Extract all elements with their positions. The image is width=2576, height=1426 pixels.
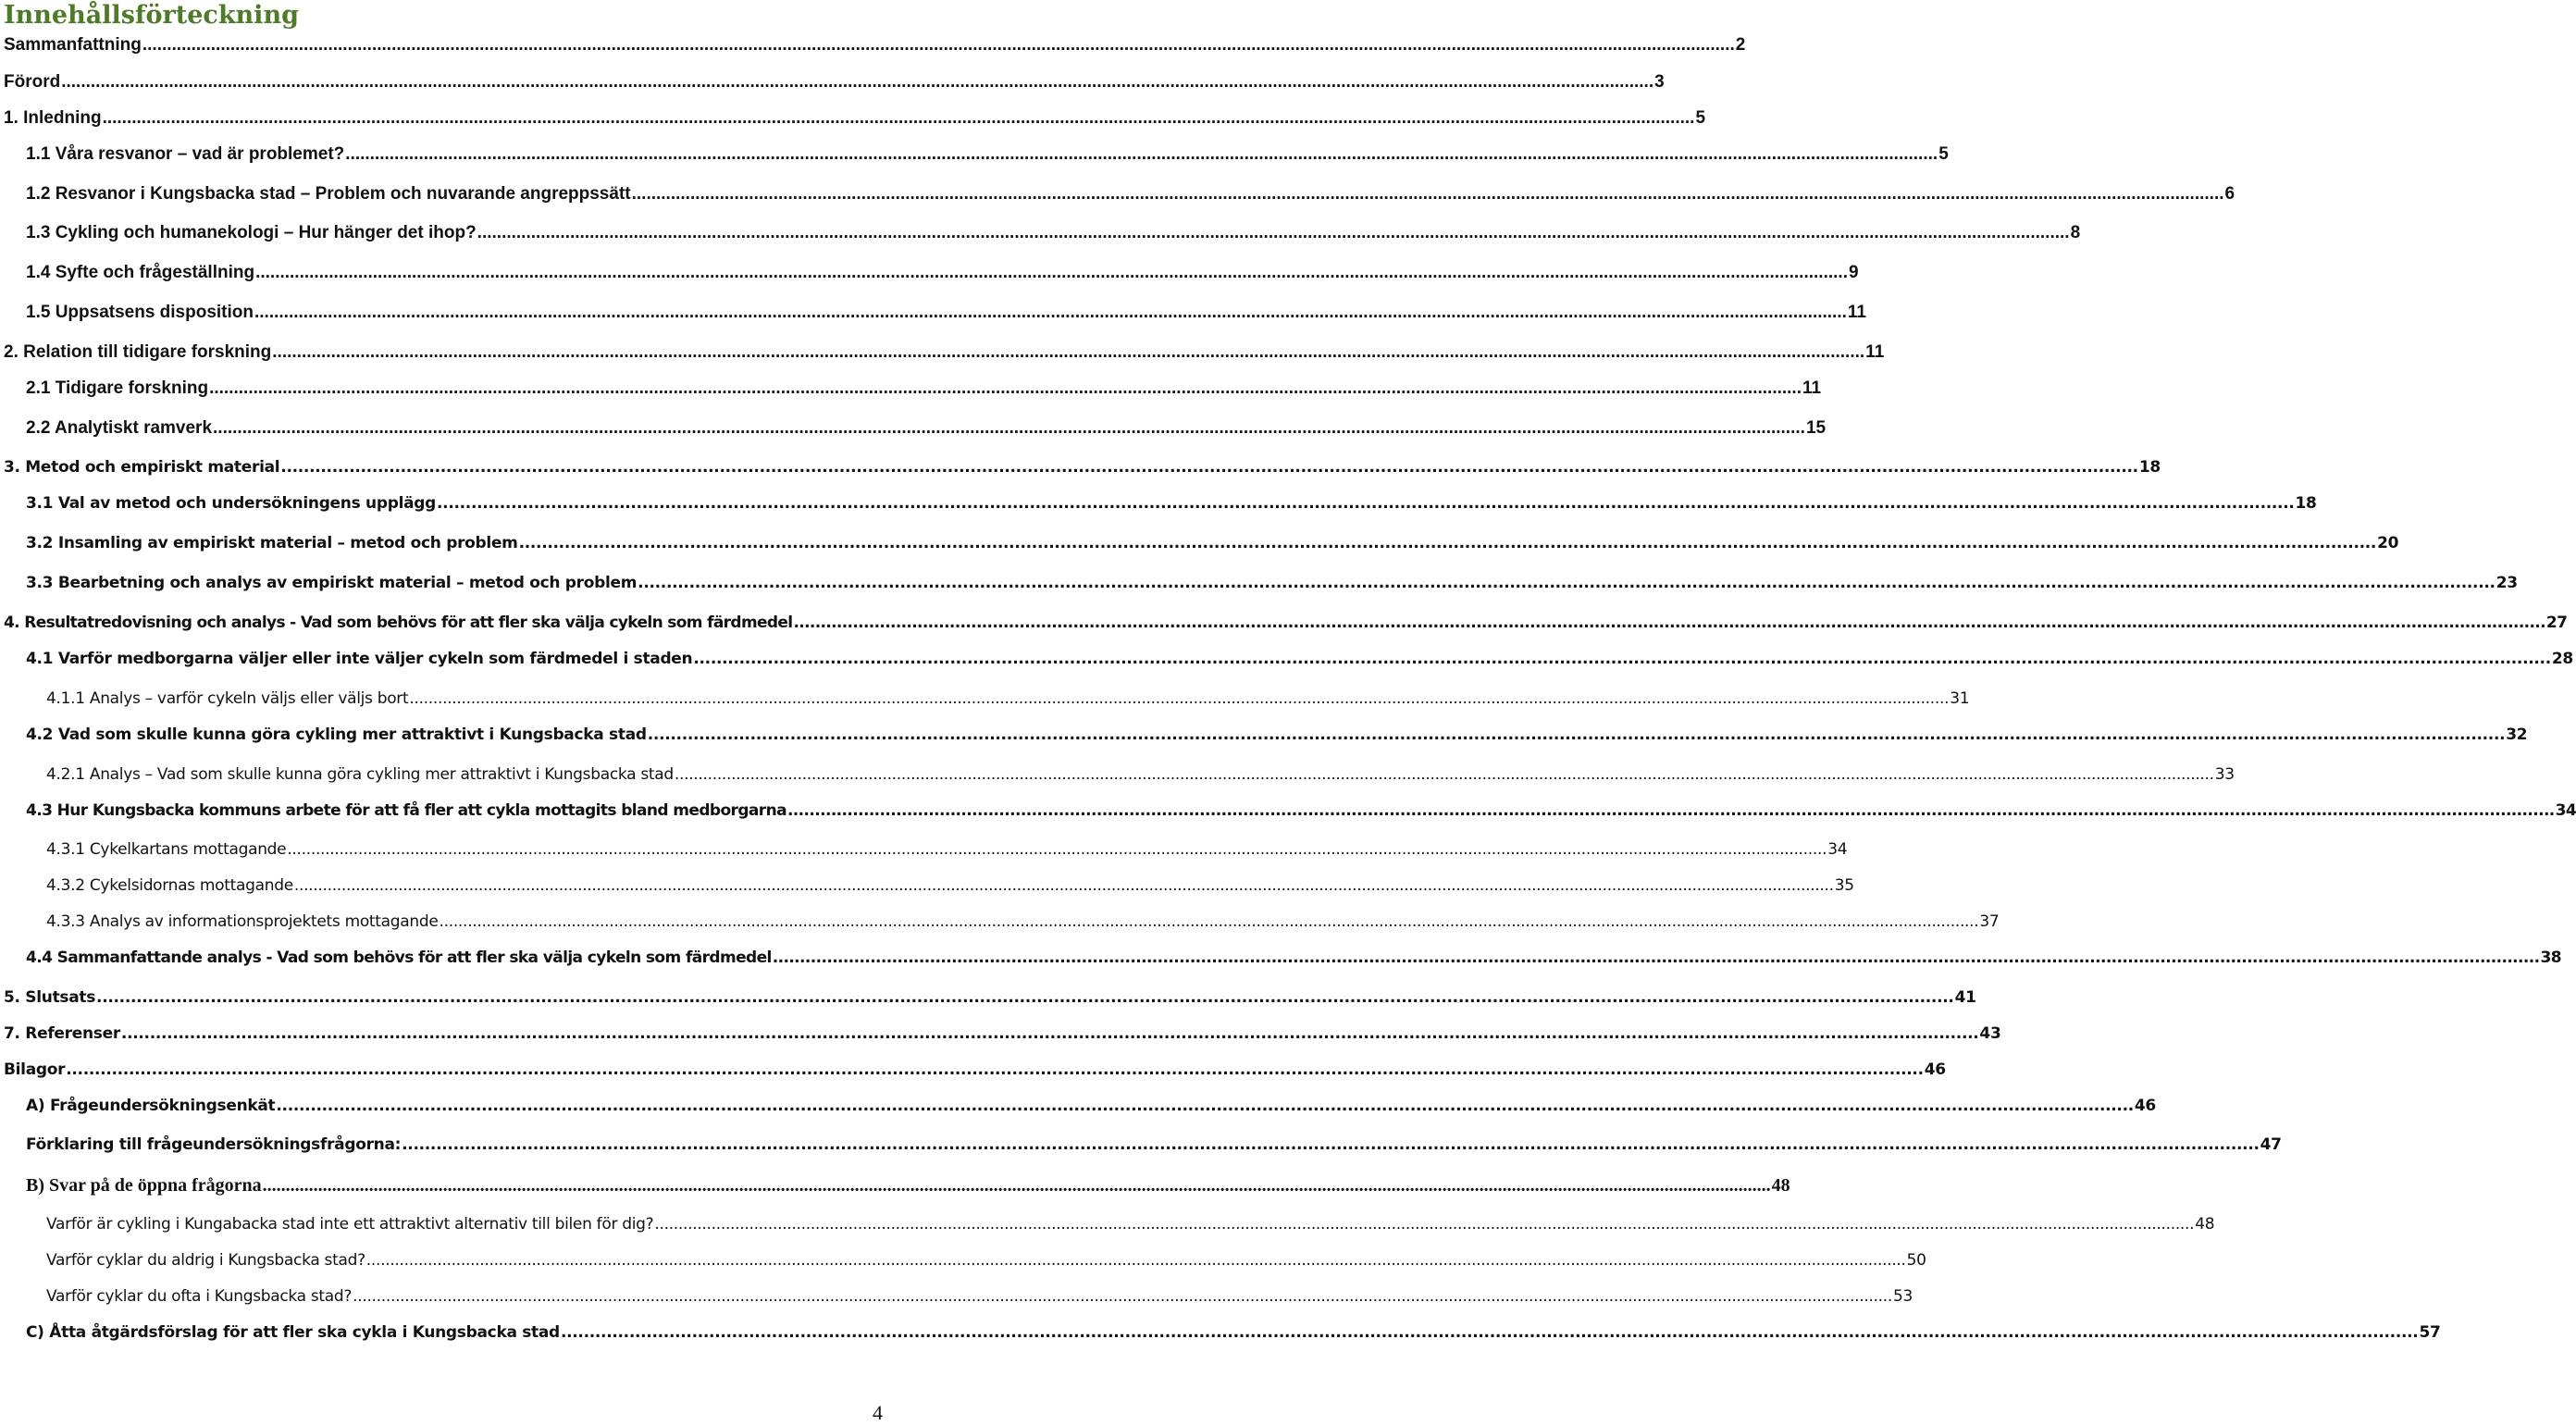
toc-entry-page: 48 <box>1771 1175 1790 1196</box>
toc-entry-page: 11 <box>1865 342 1885 362</box>
toc-entry-page: 33 <box>2214 765 2235 784</box>
toc-entry[interactable] <box>0 1024 2001 1052</box>
toc-entry-page: 18 <box>2295 494 2317 513</box>
toc-leader-dots <box>437 494 2295 513</box>
toc-entry-title: Sammanfattning <box>4 35 142 55</box>
toc-entry[interactable] <box>0 342 1885 370</box>
toc-entry-page: 35 <box>1834 876 1854 895</box>
toc-entry-title: 1.4 Syfte och frågeställning <box>26 263 255 282</box>
toc-leader-dots <box>353 1287 1892 1306</box>
page-number: 4 <box>873 1401 883 1424</box>
toc-entry[interactable] <box>0 1097 2156 1124</box>
toc-entry-title: 4.4 Sammanfattande analys - Vad som behövs för att fler ska välja cykeln som färdmedel <box>26 949 772 967</box>
toc-entry[interactable] <box>0 574 2518 601</box>
toc-leader-dots <box>477 223 2070 243</box>
toc-entry[interactable] <box>0 418 1827 446</box>
toc-entry-title: 2. Relation till tidigare forskning <box>4 342 272 362</box>
toc-entry-page: 5 <box>1938 144 1949 164</box>
toc-leader-dots <box>632 184 2224 205</box>
toc-entry-title: 4.1.1 Analys – varför cykeln väljs eller väljs bort <box>46 689 409 708</box>
toc-leader-dots <box>276 1097 2134 1115</box>
toc-entry[interactable] <box>0 912 2000 940</box>
toc-entry[interactable] <box>0 378 1822 406</box>
toc-entry-page: 18 <box>2138 458 2161 477</box>
toc-leader-dots <box>287 840 1827 859</box>
toc-entry[interactable] <box>0 458 2161 486</box>
toc-entry-page: 46 <box>1924 1060 1946 1079</box>
toc-entry-page: 15 <box>1805 418 1827 438</box>
toc-leader-dots <box>402 1135 2260 1154</box>
toc-entry-title: Bilagor <box>4 1060 66 1079</box>
toc-leader-dots <box>96 988 1954 1007</box>
toc-leader-dots <box>648 725 2506 744</box>
toc-leader-dots <box>366 1251 1906 1270</box>
toc-entry[interactable] <box>0 725 2528 753</box>
toc-leader-dots <box>773 949 2540 967</box>
toc-entry[interactable] <box>0 1060 1946 1088</box>
toc-entry-page: 20 <box>2377 534 2399 552</box>
toc-leader-dots <box>693 650 2551 668</box>
toc-leader-dots <box>121 1024 1979 1043</box>
toc-entry-page: 5 <box>1695 108 1706 128</box>
toc-entry[interactable] <box>0 534 2399 562</box>
toc-entry-title: 1.5 Uppsatsens disposition <box>26 303 254 322</box>
toc-entry-title: 2.1 Tidigare forskning <box>26 378 209 398</box>
toc-entry-title: A) Frågeundersökningsenkät <box>26 1097 276 1115</box>
toc-entry-page: 41 <box>1954 988 1976 1007</box>
toc-entry[interactable] <box>0 840 1848 868</box>
toc-entry-page: 47 <box>2260 1135 2282 1154</box>
toc-leader-dots <box>263 1175 1771 1197</box>
toc-entry-page: 32 <box>2506 725 2528 744</box>
toc-entry[interactable] <box>0 263 1859 291</box>
toc-entry-title: Varför cyklar du ofta i Kungsbacka stad? <box>46 1287 353 1306</box>
toc-entry-title: 4.3.3 Analys av informationsprojektets mottagande <box>46 912 439 931</box>
toc-entry-title: 1.2 Resvanor i Kungsbacka stad – Problem och nuvarande angreppssätt <box>26 184 631 204</box>
toc-entry-page: 48 <box>2195 1215 2215 1234</box>
toc-entry-page: 37 <box>1979 912 2000 931</box>
toc-entry-title: 1.3 Cykling och humanekologi – Hur hänger det ihop? <box>26 223 477 242</box>
toc-entry-page: 9 <box>1848 263 1859 282</box>
toc-entry-title: C) Åtta åtgärdsförslag för att fler ska cykla i Kungsbacka stad <box>26 1323 560 1342</box>
toc-entry-page: 34 <box>1827 840 1848 859</box>
toc-entry-page: 50 <box>1906 1251 1926 1270</box>
toc-leader-dots <box>409 689 1949 708</box>
toc-entry-title: 3. Metod och empiriskt material <box>4 458 280 477</box>
toc-entry-title: Förklaring till frågeundersökningsfrågorna: <box>26 1135 402 1154</box>
toc-leader-dots <box>294 876 1834 895</box>
toc-entry[interactable] <box>0 72 1665 100</box>
toc-entry-page: 2 <box>1735 35 1746 55</box>
toc-entry-title: 3.3 Bearbetning och analys av empiriskt material – metod och problem <box>26 574 638 592</box>
toc-entry-page: 53 <box>1893 1287 1913 1306</box>
toc-entry[interactable] <box>0 1323 2441 1351</box>
toc-entry-title: 2.2 Analytiskt ramverk <box>26 418 213 438</box>
toc-entry[interactable] <box>0 108 1706 136</box>
toc-entry[interactable] <box>0 614 2568 641</box>
toc-leader-dots <box>103 108 1695 129</box>
toc-entry-page: 3 <box>1654 72 1665 92</box>
toc-entry-title: 7. Referenser <box>4 1024 120 1043</box>
toc-entry-title: 4.3.1 Cykelkartans mottagande <box>46 840 287 859</box>
toc-entry-title: 4.2 Vad som skulle kunna göra cykling mer attraktivt i Kungsbacka stad <box>26 725 647 744</box>
toc-entry[interactable] <box>0 801 2576 829</box>
toc-leader-dots <box>142 35 1735 56</box>
toc-leader-dots <box>272 342 1864 363</box>
toc-leader-dots <box>787 801 2555 820</box>
toc-entry[interactable] <box>0 303 1866 330</box>
toc-entry-page: 11 <box>1847 303 1866 322</box>
toc-leader-dots <box>561 1323 2419 1342</box>
toc-leader-dots <box>61 72 1653 93</box>
toc-leader-dots <box>638 574 2496 592</box>
toc-entry[interactable] <box>0 1287 1913 1315</box>
toc-entry-page: 34 <box>2555 801 2576 820</box>
toc-entry[interactable] <box>0 765 2235 793</box>
toc-entry[interactable] <box>0 184 2235 212</box>
toc-entry-title: 5. Slutsats <box>4 988 96 1007</box>
toc-entry[interactable] <box>0 223 2081 251</box>
toc-entry-title: Varför är cykling i Kungabacka stad inte ett attraktivt alternativ till bilen för dig? <box>46 1215 654 1234</box>
toc-leader-dots <box>280 458 2138 477</box>
toc-leader-dots <box>440 912 1979 931</box>
toc-leader-dots <box>345 144 1938 165</box>
toc-entry-title: 3.2 Insamling av empiriskt material – metod och problem <box>26 534 518 552</box>
toc-leader-dots <box>654 1215 2194 1234</box>
toc-entry-page: 11 <box>1802 378 1822 398</box>
toc-entry-page: 38 <box>2540 949 2561 967</box>
toc-entry[interactable] <box>0 949 2561 976</box>
toc-entry-page: 23 <box>2496 574 2518 592</box>
toc-leader-dots <box>255 263 1848 283</box>
toc-entry[interactable] <box>0 1175 1790 1203</box>
toc-leader-dots <box>209 378 1802 399</box>
toc-entry-title: 1.1 Våra resvanor – vad är problemet? <box>26 144 345 164</box>
toc-entry-title: B) Svar på de öppna frågorna <box>26 1175 262 1196</box>
toc-entry-page: 27 <box>2545 614 2568 632</box>
toc-entry-title: 4.1 Varför medborgarna väljer eller inte väljer cykeln som färdmedel i staden <box>26 650 693 668</box>
toc-leader-dots <box>793 614 2545 632</box>
toc-entry-title: Förord <box>4 72 61 92</box>
toc-leader-dots <box>254 303 1847 323</box>
toc-leader-dots <box>519 534 2377 552</box>
toc-entry-title: 1. Inledning <box>4 108 102 128</box>
toc-entry-page: 28 <box>2551 650 2573 668</box>
toc-entry-title: 4.2.1 Analys – Vad som skulle kunna göra cykling mer attraktivt i Kungsbacka stad <box>46 765 674 784</box>
toc-entry[interactable] <box>0 1251 1926 1279</box>
toc-entry[interactable] <box>0 689 1970 717</box>
toc-entry-title: 4.3.2 Cykelsidornas mottagande <box>46 876 293 895</box>
toc-entry-title: 3.1 Val av metod och undersökningens upplägg <box>26 494 437 513</box>
toc-entry[interactable] <box>0 1215 2215 1243</box>
toc-leader-dots <box>66 1060 1924 1079</box>
toc-entry-page: 57 <box>2419 1323 2441 1342</box>
toc-entry[interactable] <box>0 144 1949 172</box>
toc-entry[interactable] <box>0 35 1746 63</box>
toc-entry-page: 8 <box>2070 223 2081 242</box>
toc-entry[interactable] <box>0 494 2317 522</box>
toc-entry[interactable] <box>0 650 2573 677</box>
toc-entry-page: 43 <box>1979 1024 2001 1043</box>
toc-entry[interactable] <box>0 1135 2282 1163</box>
toc-leader-dots <box>213 418 1805 439</box>
toc-entry-title: 4.3 Hur Kungsbacka kommuns arbete för att få fler att cykla mottagits bland medborgarna <box>26 801 786 820</box>
toc-entry-page: 31 <box>1950 689 1970 708</box>
toc-heading: Innehållsförteckning <box>4 1 299 30</box>
toc-leader-dots <box>675 765 2214 784</box>
toc-entry-title: 4. Resultatredovisning och analys - Vad som behövs för att fler ska välja cykeln som färdmedel <box>4 614 793 632</box>
toc-entry-title: Varför cyklar du aldrig i Kungsbacka stad? <box>46 1251 365 1270</box>
toc-entry-page: 46 <box>2134 1097 2156 1115</box>
toc-entry[interactable] <box>0 988 1976 1016</box>
toc-entry-page: 6 <box>2224 184 2235 204</box>
toc-entry[interactable] <box>0 876 1854 904</box>
